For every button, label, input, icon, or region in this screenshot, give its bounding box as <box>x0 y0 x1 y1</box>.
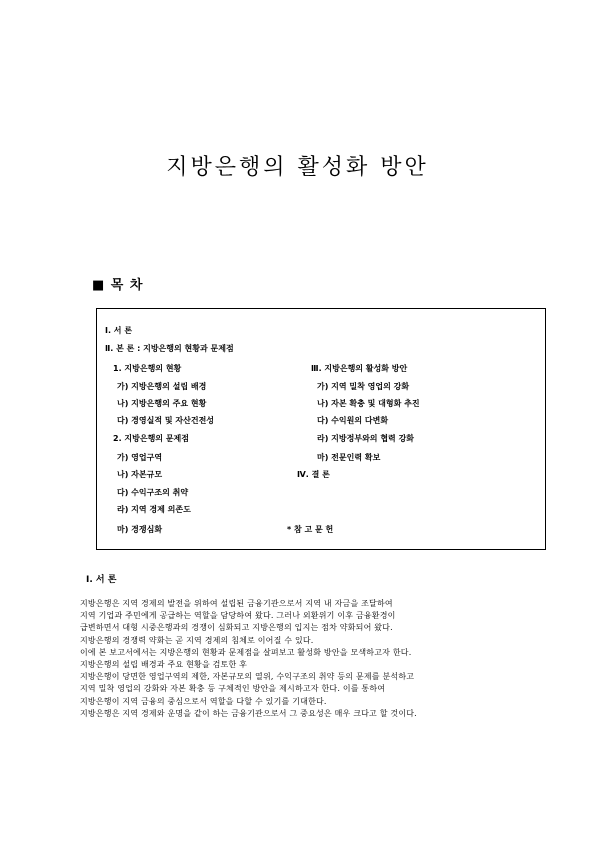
toc-item: 나) 지방은행의 주요 현황 <box>117 399 207 408</box>
toc-item: 나) 자본규모 <box>117 470 163 479</box>
body-line: 지방은행은 지역 경제와 운명을 같이 하는 금융기관으로서 그 중요성은 매우 크다고 할 것이다. <box>80 708 417 718</box>
toc-item: Ⅳ. 결 론 <box>297 470 330 479</box>
table-of-contents-box <box>96 308 546 550</box>
toc-item: 다) 경영실적 및 자산건전성 <box>117 416 215 425</box>
body-line: 지역 기업과 주민에게 공급하는 역할을 담당하여 왔다. 그러나 외환위기 이후 금융환경이 <box>80 611 396 621</box>
body-line: 지방은행의 설립 배경과 주요 현황을 검토한 후 <box>80 660 248 670</box>
toc-item: Ⅰ. 서 론 <box>105 326 133 335</box>
body-line: 지방은행이 당면한 영업구역의 제한, 자본규모의 열위, 수익구조의 취약 등의 문제를 분석하고 <box>80 672 415 682</box>
toc-item: 라) 지방정부와의 협력 강화 <box>317 434 415 443</box>
toc-item: 2. 지방은행의 문제점 <box>113 434 189 443</box>
toc-item: 라) 지역 경제 의존도 <box>117 505 191 514</box>
toc-item: * 참 고 문 헌 <box>287 525 334 534</box>
toc-item: Ⅲ. 지방은행의 활성화 방안 <box>311 364 408 373</box>
body-line: 급변하면서 대형 시중은행과의 경쟁이 심화되고 지방은행의 입지는 점차 약화되어 왔다. <box>80 623 393 633</box>
body-line: 지방은행이 지역 금융의 중심으로서 역할을 다할 수 있기를 기대한다. <box>80 696 327 706</box>
body-line: 이에 본 보고서에서는 지방은행의 현황과 문제점을 살펴보고 활성화 방안을 모색하고자 한다. <box>80 647 412 657</box>
body-line: 지방은행은 지역 경제의 발전을 위하여 설립된 금융기관으로서 지역 내 자금을 조달하여 <box>80 599 393 608</box>
contents-heading: ■ 목 차 <box>92 278 144 293</box>
toc-item: 다) 수익구조의 취약 <box>117 488 189 497</box>
introduction-heading: Ⅰ. 서 론 <box>86 575 117 585</box>
body-text <box>80 598 520 720</box>
toc-item: 마) 경쟁심화 <box>117 525 163 534</box>
body-line: 지역 밀착 영업의 강화와 자본 확충 등 구체적인 방안을 제시하고자 한다. 이를 통하여 <box>80 684 386 694</box>
toc-item: 가) 지역 밀착 영업의 강화 <box>317 382 410 391</box>
toc-item: 가) 지방은행의 설립 배경 <box>117 382 207 391</box>
document-title: 지방은행의 활성화 방안 <box>166 155 429 180</box>
toc-item: 가) 영업구역 <box>117 453 163 462</box>
body-line: 지방은행의 경쟁력 약화는 곧 지역 경제의 침체로 이어질 수 있다. <box>80 635 314 645</box>
toc-item: 1. 지방은행의 현황 <box>113 364 182 373</box>
toc-item: 나) 자본 확충 및 대형화 추진 <box>317 399 420 408</box>
toc-item: 다) 수익원의 다변화 <box>317 416 389 425</box>
toc-item: 마) 전문인력 확보 <box>317 453 381 462</box>
toc-item: Ⅱ. 본 론 : 지방은행의 현황과 문제점 <box>105 344 234 353</box>
